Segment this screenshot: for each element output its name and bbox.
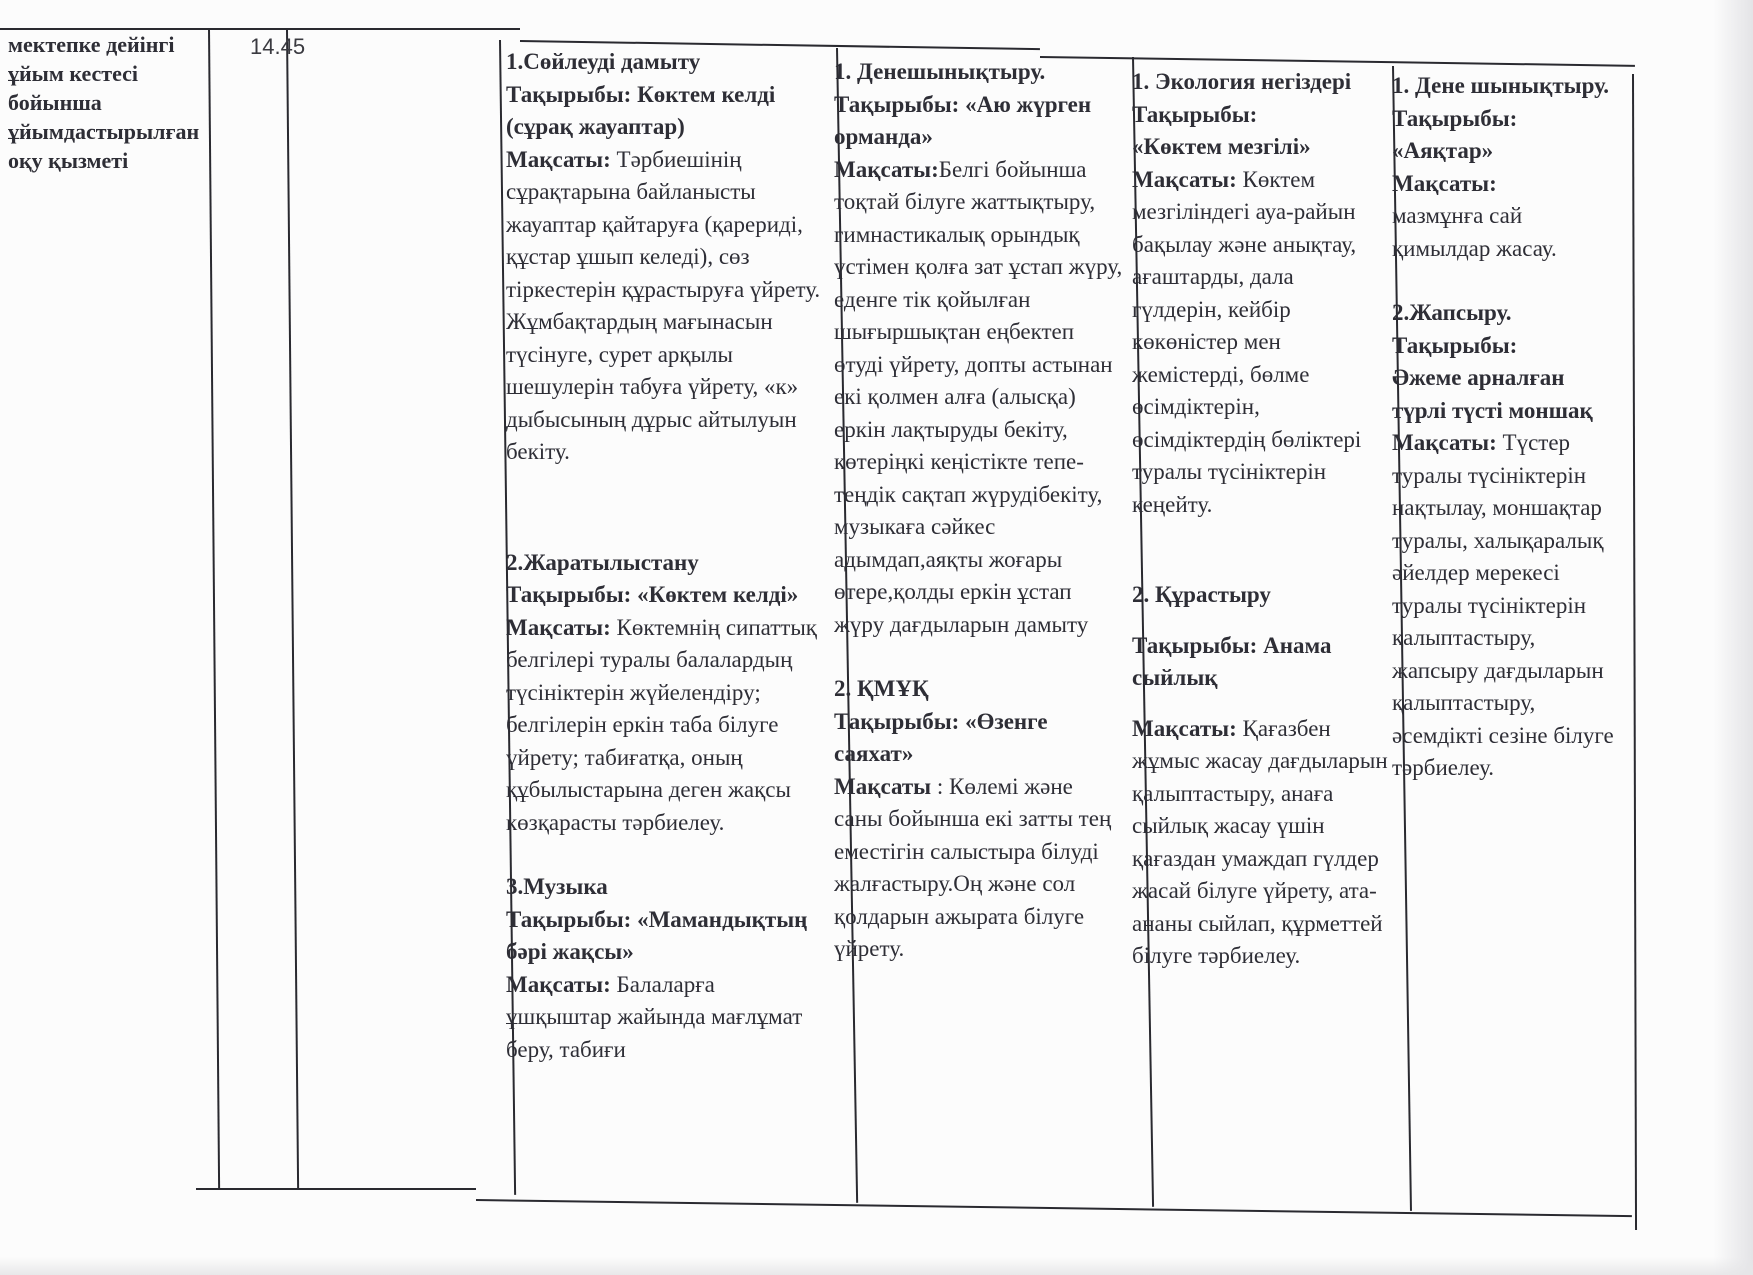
activity-title: 2. Құрастыру [1132, 582, 1271, 607]
time-value: 14.45 [250, 34, 306, 59]
goal-label: Мақсаты: [834, 156, 939, 182]
goal-label: Мақсаты [834, 773, 932, 799]
activity-title: 3.Музыка [506, 874, 608, 899]
topic-label: Тақырыбы: [834, 708, 960, 734]
topic-label: Тақырыбы: [506, 582, 632, 607]
activity-goal: мазмұнға сай қимылдар жасау. [1392, 203, 1557, 261]
activity-goal: Көктем мезгіліндегі ауа-райын бақылау және анықтау, ағаштарды, дала гүлдерін, кейбір көкөністер мен жемістерді, бөлме өсімдіктерін, өсімдіктердің бөліктері туралы түсініктерін кеңейту. [1132, 166, 1362, 517]
activity-title: 2.Жаратылыстану [506, 549, 699, 575]
day-cell-2 [834, 56, 1124, 1136]
topic-label: Тақырыбы: [506, 906, 632, 932]
activity-title: 1. Денешынықтыру. [834, 59, 1046, 84]
activity-goal: Көктемнің сипаттық белгілері туралы балалардың түсініктерін жүйелендіру; белгілерін еркін таба білуге үйрету; табиғатқа, оның құбылыстарына деген жақсы көзқарасты тәрбиелеу. [506, 614, 817, 835]
activity-topic: «Аяқтар» [1392, 138, 1494, 163]
activity-topic: «Мамандықтың бәрі жақсы» [506, 906, 808, 964]
activity-topic: Әжеме арналған түрлі түсті моншақ [1392, 365, 1593, 423]
activity-topic: Көктем келді (сұрақ жауаптар) [506, 81, 776, 139]
activity-topic: Анама сыйлық [1132, 632, 1332, 690]
topic-label: Тақырыбы: [1392, 105, 1518, 131]
activity-goal: Қағазбен жұмыс жасау дағдыларын қалыптастыру, анаға сыйлық жасау үшін қағаздан умаждап гүлдер жасай білуге үйрету, ата-ананы сыйлап, құрметтей білуге тәрбиелеу. [1132, 715, 1388, 968]
goal-label: Мақсаты: [506, 971, 611, 997]
activity-goal: Белгі бойынша тоқтай білуге жаттықтыру, гимнастикалық орындық үстімен қолға зат ұстап жүру, еденге тік қойылған шығыршықтан еңбектеп өтуді үйрету, допты астынан екі қолмен алға (алысқа) еркін лақтыруды бекіту, көтеріңкі кеңістікте тепе-теңдік сақтап жүрудібекіту, музыкаға сәйкес адымдап,аяқты жоғары өтере,қолды еркін ұстап жүру дағдыларын дамыту [834, 156, 1123, 637]
goal-label: Мақсаты: [1132, 166, 1237, 192]
activity-title: 1.Сөйлеуді дамыту [506, 49, 701, 74]
table-bottom-border-right [476, 1199, 1632, 1217]
goal-label: Мақсаты: [1132, 715, 1237, 741]
column-divider-2 [286, 30, 299, 1190]
topic-label: Тақырыбы: [834, 91, 960, 117]
day-cell-3 [1132, 66, 1388, 1146]
activity-title: 2.Жапсыру. [1392, 300, 1512, 325]
activity-goal: Балаларға ұшқыштар жайында мағлұмат беру, табиғи [506, 971, 803, 1062]
topic-label: Тақырыбы: [1132, 632, 1258, 658]
activity-topic: «Аю жүрген орманда» [834, 91, 1092, 149]
activity-title: 1. Экология негіздері [1132, 69, 1352, 94]
activity-topic: «Өзенге саяхат» [834, 708, 1048, 766]
day-cell-4 [1392, 70, 1616, 1150]
activity-goal: Түстер туралы түсініктерін нақтылау, моншақтар туралы, халықаралық әйелдер мерекесі туралы түсініктерін қалыптастыру, жапсыру дағдыларын қалыптастыру, әсемдікті сезіне білуге тәрбиелеу. [1392, 430, 1614, 780]
topic-label: Тақырыбы: [506, 81, 632, 107]
topic-label: Тақырыбы: [1132, 101, 1258, 127]
goal-label: Мақсаты: [506, 146, 611, 172]
table-bottom-border-left [196, 1188, 476, 1190]
activity-topic: «Көктем мезгілі» [1132, 134, 1311, 159]
activity-goal: Тәрбиешінің сұрақтарына байланысты жауаптар қайтаруға (қарериді, құстар ұшып келеді), сөз тіркестерін құрастыруға үйрету. Жұмбақтардың мағынасын түсінуге, сурет арқылы шешулерін табуға үйрету, «к» дыбысының дұрыс айтылуын бекіту. [506, 146, 821, 464]
activity-title: 1. Дене шынықтыру. [1392, 73, 1610, 98]
row-label: мектепке дейінгі ұйым кестесі бойынша ұйымдастырылған оқу қызметі [8, 32, 200, 173]
column-divider-1 [208, 29, 220, 1189]
activity-title: 2. ҚМҰҚ [834, 676, 929, 701]
column-divider-7 [1632, 74, 1637, 1230]
activity-goal: : Көлемі және саны бойынша екі затты тең еместігін салыстыра білуді жалғастыру.Оң және сол қолдарын ажырата білуге үйрету. [834, 773, 1112, 961]
day-cell-1 [506, 46, 826, 1196]
goal-label: Мақсаты: [506, 614, 611, 640]
goal-label: Мақсаты: [1392, 170, 1497, 196]
topic-label: Тақырыбы: [1392, 332, 1518, 358]
goal-label: Мақсаты: [1392, 430, 1497, 455]
activity-topic: «Көктем келді» [637, 582, 799, 607]
